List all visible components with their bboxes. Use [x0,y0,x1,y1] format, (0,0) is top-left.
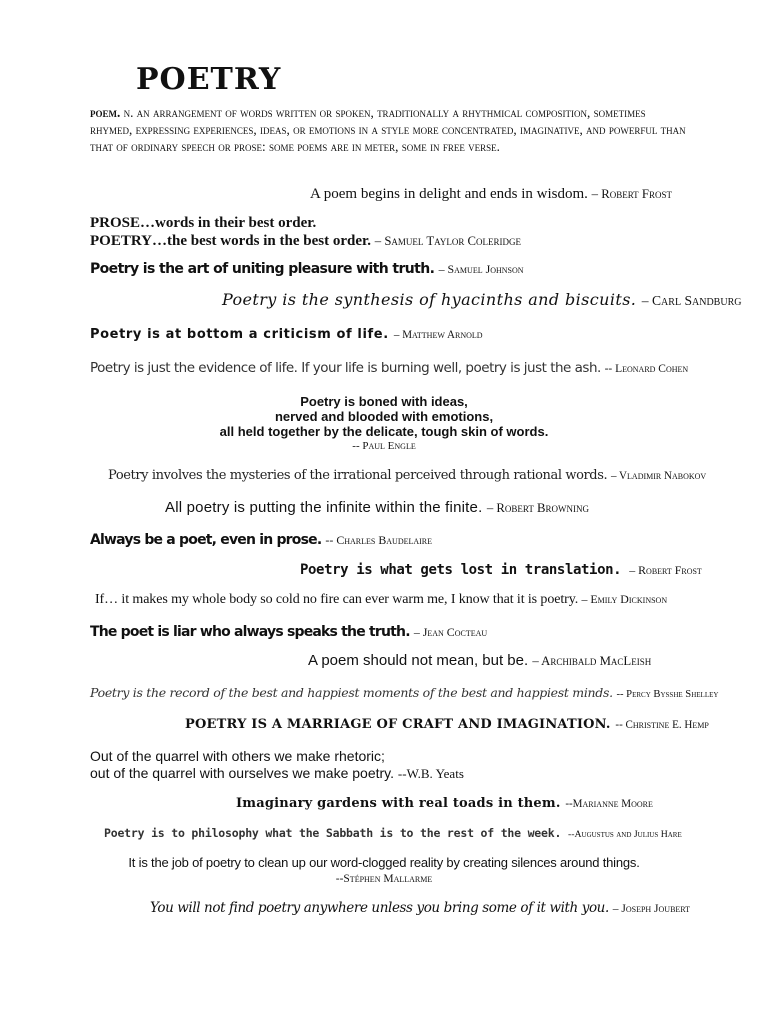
quote-attribution: -- Christine E. Hemp [615,719,709,731]
quote-text: Poetry is the record of the best and happiest moments of the best and happiest minds. [90,685,613,700]
quote-attribution: – Carl Sandburg [641,293,742,308]
quote-joubert [150,900,690,916]
quote-attribution: – Joseph Joubert [612,903,691,915]
quote-attribution: --Augustus and Julius Hare [567,829,682,840]
quote-frost-translation [300,562,702,578]
quote-attribution: – Matthew Arnold [393,329,483,341]
quote-text: Always be a poet, even in prose. [90,532,322,548]
definition-text: n. an arrangement of words written or spoken, traditionally a rhythmical composition, sometimes rhymed, expressing experiences, ideas, or emotions in a style more concentrated, imaginative, and powerful than that of ordinary speech or prose: some poems are in meter, some in free verse. [90,105,686,154]
quote-text: Poetry is boned with ideas, [300,394,468,409]
quote-hemp [185,717,709,732]
quote-mallarme [0,855,768,887]
quote-engle [0,394,768,454]
quote-coleridge [90,214,521,250]
quote-attribution: --Stéphen Mallarme [335,873,433,885]
quote-text: If… it makes my whole body so cold no fire can ever warm me, I know that it is poetry. [95,592,579,607]
quote-attribution: – Vladimir Nabokov [610,470,707,482]
quote-macleish [308,652,651,669]
quote-text: Poetry involves the mysteries of the irrational perceived through rational words. [108,468,608,483]
quote-attribution: -- Paul Engle [352,440,416,452]
quote-text: You will not find poetry anywhere unless you bring some of it with you. [150,900,609,916]
quote-moore [236,796,653,811]
quote-attribution: – Robert Frost [591,187,672,201]
quote-text-line3: all held together by the delicate, tough skin of words. [219,424,549,439]
quote-text: Imaginary gardens with real toads in them. [236,796,561,811]
poem-definition [90,104,690,155]
quote-text-line2: nerved and blooded with emotions, [274,409,494,424]
quote-sandburg [222,290,741,309]
quote-text: Poetry is the art of uniting pleasure with truth. [90,261,435,277]
quote-attribution: – Samuel Taylor Coleridge [374,234,522,248]
quote-text-line2: out of the quarrel with ourselves we make poetry. [90,765,395,781]
quote-nabokov [108,468,706,483]
quote-text: The poet is liar who always speaks the truth. [90,624,410,640]
quote-attribution: -- Percy Bysshe Shelley [616,689,719,700]
quote-text: Poetry is what gets lost in translation. [300,562,622,578]
page-title: POETRY [136,62,282,97]
quote-attribution: – Emily Dickinson [581,592,668,606]
quote-johnson [90,261,524,277]
quote-hare [104,826,682,840]
quote-yeats [90,748,464,782]
quote-attribution: – Robert Browning [486,501,590,515]
quote-cocteau [90,624,487,640]
quote-baudelaire [90,532,432,548]
quote-text: It is the job of poetry to clean up our word-clogged reality by creating silences around things. [128,855,640,870]
quote-attribution: – Archibald MacLeish [532,654,652,668]
quote-text: Out of the quarrel with others we make rhetoric; [90,748,385,764]
quote-arnold [90,327,483,342]
quote-cohen [90,360,688,376]
definition-term: poem. [90,105,121,120]
quote-text: Poetry is at bottom a criticism of life. [90,327,389,342]
quote-attribution: -- Charles Baudelaire [325,533,433,547]
quote-shelley [90,685,718,700]
quote-attribution: – Samuel Johnson [438,262,524,276]
quote-text: Poetry is just the evidence of life. If your life is burning well, poetry is just the ash. [90,360,601,376]
quote-text: A poem should not mean, but be. [308,652,529,669]
quote-attribution: – Robert Frost [629,563,702,577]
quote-text: PROSE…words in their best order. [90,215,317,231]
quote-dickinson [95,592,667,608]
quote-frost-delight [310,186,672,203]
quote-attribution: --W.B. Yeats [397,766,464,781]
quote-attribution: – Jean Cocteau [413,625,488,639]
quote-attribution: --Marianne Moore [565,798,653,810]
quote-text-line2: POETRY…the best words in the best order. [90,233,372,249]
quote-text: Poetry is the synthesis of hyacinths and biscuits. [222,290,637,309]
quote-browning [165,499,589,516]
quote-text: POETRY IS A MARRIAGE OF CRAFT AND IMAGINATION. [185,717,611,732]
quote-text: All poetry is putting the infinite within the finite. [165,499,483,516]
quote-attribution: -- Leonard Cohen [604,363,689,375]
quote-text: Poetry is to philosophy what the Sabbath is to the rest of the week. [104,826,562,840]
quote-text: A poem begins in delight and ends in wisdom. [310,186,588,202]
